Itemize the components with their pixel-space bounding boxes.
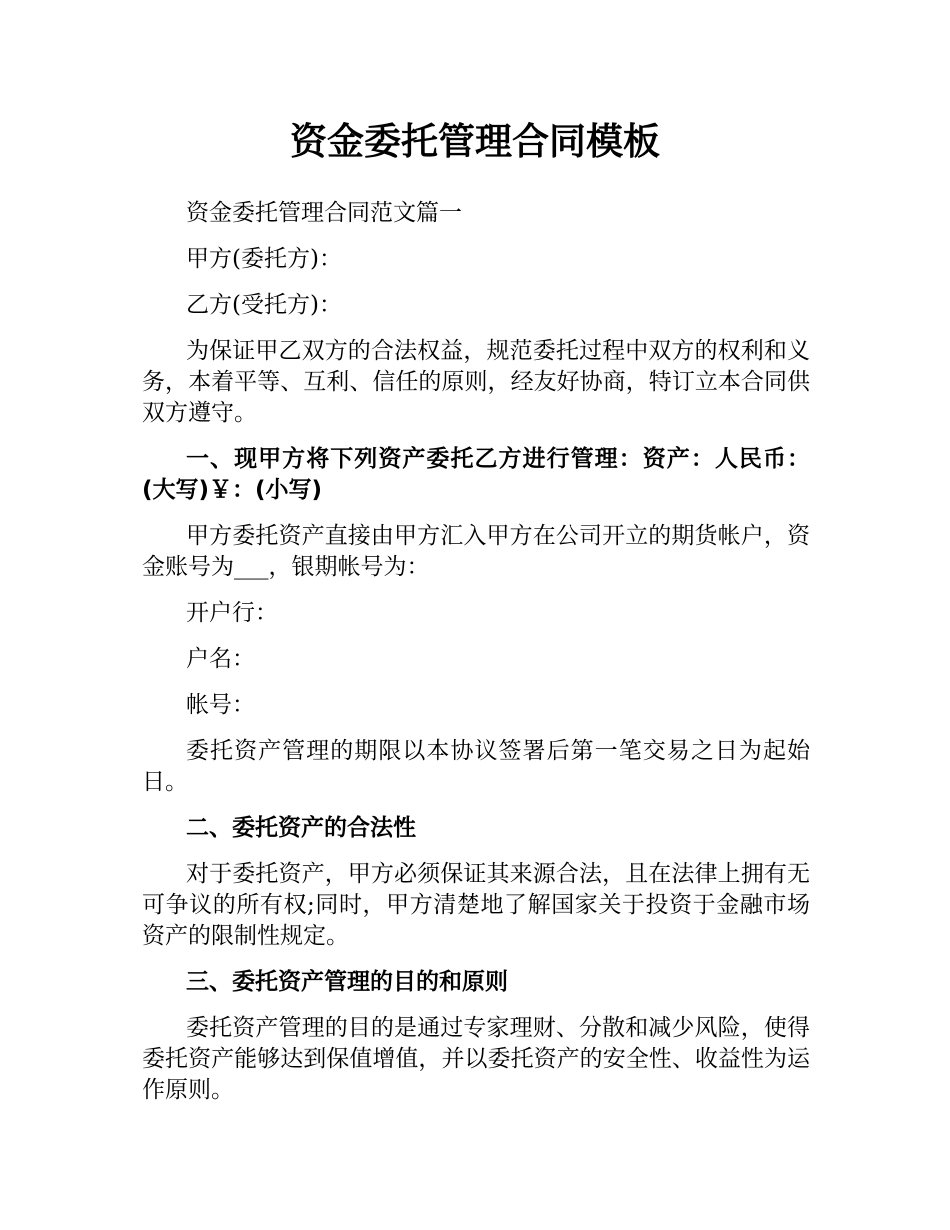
paragraph-term: 委托资产管理的期限以本协议签署后第一笔交易之日为起始日。	[142, 738, 810, 795]
paragraph-party-b: 乙方(受托方)：	[186, 292, 342, 318]
document-title: 资金委托管理合同模板	[290, 120, 660, 163]
document-body	[142, 198, 810, 1121]
paragraph-bank: 开户行：	[186, 600, 278, 626]
paragraph-preamble: 为保证甲乙双方的合法权益，规范委托过程中双方的权利和义务，本着平等、互利、信任的原则，经友好协商，特订立本合同供双方遵守。	[142, 338, 810, 426]
section-heading-1: 一、现甲方将下列资产委托乙方进行管理：资产：人民币：(大写)￥：(小写)	[142, 446, 810, 503]
paragraph-account: 甲方委托资产直接由甲方汇入甲方在公司开立的期货帐户，资金账号为___，银期帐号为：	[142, 523, 810, 580]
paragraph-legality: 对于委托资产，甲方必须保证其来源合法，且在法律上拥有无可争议的所有权;同时，甲方清楚地了解国家关于投资于金融市场资产的限制性规定。	[142, 861, 810, 949]
paragraph-party-a: 甲方(委托方)：	[186, 246, 342, 272]
paragraph-account-name: 户名：	[186, 646, 255, 672]
paragraph-purpose: 委托资产管理的目的是通过专家理财、分散和减少风险，使得委托资产能够达到保值增值，并以委托资产的安全性、收益性为运作原则。	[142, 1015, 810, 1103]
paragraph-subtitle: 资金委托管理合同范文篇一	[186, 200, 462, 226]
paragraph-account-number: 帐号：	[186, 692, 255, 718]
section-heading-3: 三、委托资产管理的目的和原则	[186, 969, 508, 995]
section-heading-2: 二、委托资产的合法性	[186, 815, 416, 841]
